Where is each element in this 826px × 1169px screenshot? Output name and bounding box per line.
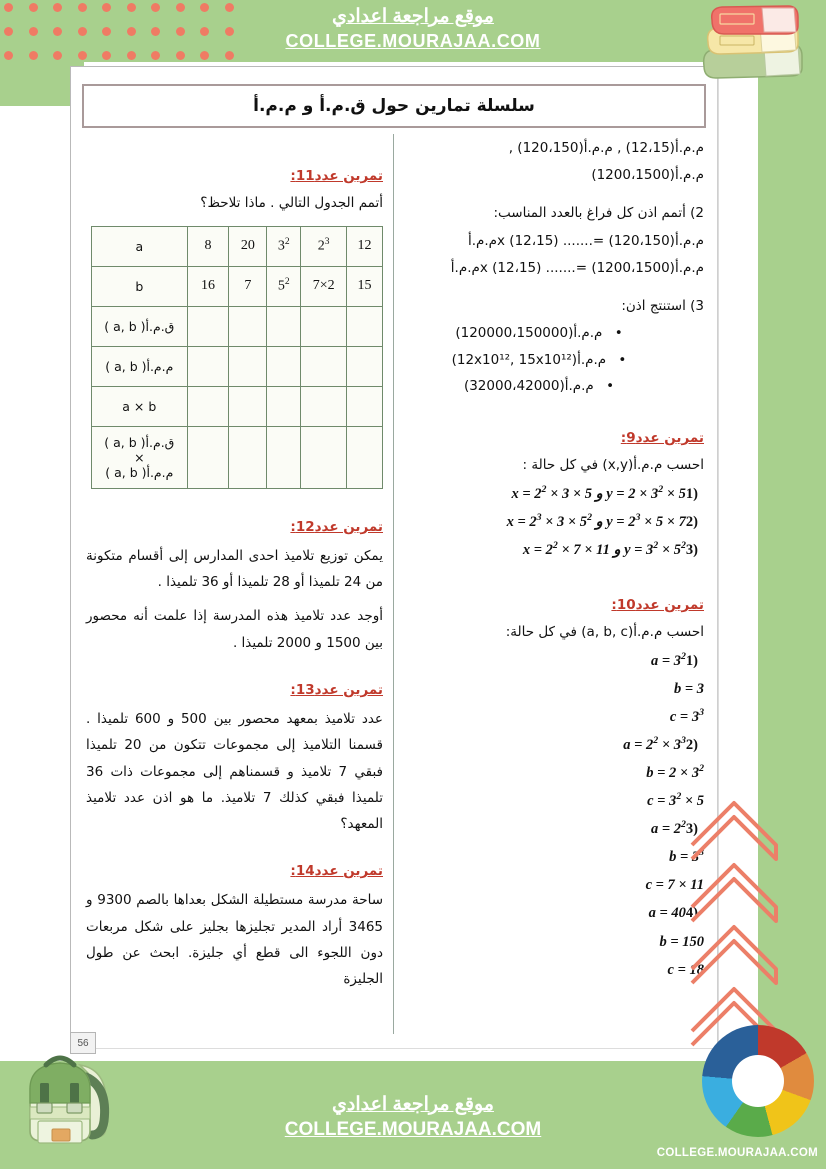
table-cell-r1-c6: a <box>92 226 188 266</box>
exercise-10-group-2-line-2 <box>404 760 704 786</box>
exercise-10-group-2-line-1-expression: $a = 2^2 \times 3^3$ <box>623 735 686 753</box>
table-row <box>92 386 383 426</box>
exercise-10-group-1-line-2-expression: b = 3 <box>673 680 704 697</box>
table-cell-r3-c6: ق.م.أ( a, b ) <box>92 306 188 346</box>
exercise-12-title: تمرين عدد12: <box>290 518 383 535</box>
exercise-10-group-3-line-1 <box>404 816 704 842</box>
table-cell-r6-c6: ق.م.أ( a, b ) × م.م.أ( a, b ) <box>92 426 188 488</box>
exercise-9-item-3-expression: $x = 2^2 \times 7 \times 11$ و $y = 3^2 \times 5^2$ <box>522 540 686 558</box>
exercise-9-item-3-number: 3) <box>685 541 698 558</box>
table-row <box>92 306 383 346</box>
exercise-9-item-3 <box>404 537 704 563</box>
exercise-11-title: تمرين عدد11: <box>290 168 383 184</box>
step2-line-2: م.م.أ(1200،1500) =....... x (12،15)م.م.أ <box>450 259 704 276</box>
table-cell-r1-c2[interactable]: $2^3$ <box>301 226 347 266</box>
exercise-10-group-4-line-1 <box>404 900 704 926</box>
exercise-10-groups <box>404 648 704 983</box>
page-number-badge: 56 <box>70 1032 96 1054</box>
table-cell-r6-c2[interactable] <box>301 426 347 488</box>
exercise-10-group-4-line-1-expression: a = 40 <box>648 905 686 922</box>
exercise-10-group-3-line-1-expression: $a = 2^2$ <box>650 819 686 838</box>
education-wheel-logo <box>702 1025 814 1137</box>
table-cell-r2-c5[interactable]: 16 <box>187 266 229 306</box>
step3-bullet-3-text: م.م.أ(32000،42000) <box>463 378 594 395</box>
step3-bullet-1-text: م.م.أ(120000،150000) <box>455 325 603 342</box>
table-cell-r6-c3[interactable] <box>267 426 301 488</box>
footer-banner <box>0 1092 826 1143</box>
step3-bullet-2-text: م.م.أ(12x10¹², 15x10¹²) <box>451 351 607 368</box>
exercise-10-group-2-line-1 <box>404 732 704 758</box>
exercise-11-table[interactable] <box>91 226 383 489</box>
bullet-dot-icon: • <box>614 325 623 342</box>
table-cell-r5-c5[interactable] <box>187 386 229 426</box>
exercise-10-group-2-number: 2) <box>685 736 698 753</box>
exercise-10-group-2-line-3 <box>404 788 704 814</box>
books-stack-icon <box>694 4 814 82</box>
exercise-10-group-3-number: 3) <box>685 821 698 838</box>
header-site-name-arabic: موقع مراجعة اعدادي <box>332 6 494 27</box>
continued-line-1: م.م.أ(12،15) , م.م.أ(120،150) , <box>508 140 704 156</box>
exercise-9-prompt: احسب م.م.أ(x,y) في كل حالة : <box>522 457 704 474</box>
exercise-10-group-4-number: 4) <box>685 905 698 922</box>
step3-bullet-3 <box>404 374 704 400</box>
bullet-dot-icon: • <box>618 351 627 368</box>
exercise-9-title: تمرين عدد9: <box>620 430 704 447</box>
exercise-10-group-4-line-2 <box>404 929 704 955</box>
exercise-10-group-3-line-2-expression: $b = 3^3$ <box>669 847 704 866</box>
exercise-13-title: تمرين عدد13: <box>290 681 383 698</box>
step2-label: 2) أتمم اذن كل فراغ بالعدد المناسب: <box>493 204 704 221</box>
continued-line-2: م.م.أ(1200،1500) <box>591 166 704 183</box>
exercise-10-group-4-line-3-expression: c = 18 <box>667 961 704 978</box>
table-cell-r5-c3[interactable] <box>267 386 301 426</box>
header-site-url[interactable]: COLLEGE.MOURAJAA.COM <box>285 30 541 51</box>
exercise-9-item-2-expression: $x = 2^3 \times 3 \times 5^2$ و $y = 2^3 \times 5 \times 7$ <box>506 511 686 530</box>
table-cell-r2-c3[interactable]: $5^2$ <box>267 266 301 306</box>
exercise-10-group-1-line-1 <box>404 648 704 674</box>
exercise-10-group-2-line-2-expression: $b = 2 \times 3^2$ <box>646 763 704 781</box>
table-cell-r2-c2[interactable]: 2×7 <box>301 266 347 306</box>
right-column <box>394 134 712 1034</box>
exercise-9-item-1-number: 1) <box>685 485 698 502</box>
table-row <box>92 226 383 266</box>
table-cell-r4-c6: م.م.أ( a, b ) <box>92 346 188 386</box>
table-cell-r5-c2[interactable] <box>301 386 347 426</box>
table-cell-r4-c1[interactable] <box>347 346 383 386</box>
table-cell-r6-c1[interactable] <box>347 426 383 488</box>
exercise-9-item-2-number: 2) <box>685 513 698 530</box>
table-cell-r3-c2[interactable] <box>301 306 347 346</box>
table-cell-r3-c3[interactable] <box>267 306 301 346</box>
exercise-10-group-2-line-3-expression: $c = 3^2 \times 5$ <box>647 791 704 810</box>
exercise-10-group-1-line-3-expression: $c = 3^3$ <box>669 706 704 725</box>
table-cell-r5-c6: a × b <box>92 386 188 426</box>
table-row <box>92 346 383 386</box>
table-cell-r1-c5[interactable]: 8 <box>187 226 229 266</box>
exercise-14-title: تمرين عدد14: <box>290 863 383 880</box>
exercise-10-group-1-line-2 <box>404 676 704 702</box>
page-title: سلسلة تمارين حول ق.م.أ و م.م.أ <box>253 96 535 116</box>
table-cell-r4-c5[interactable] <box>187 346 229 386</box>
exercise-10-title: تمرين عدد10: <box>611 596 704 613</box>
exercise-10-group-3-line-3-expression: c = 7 × 11 <box>645 877 704 894</box>
table-cell-r2-c6: b <box>92 266 188 306</box>
step3-bullet-1 <box>404 321 704 347</box>
exercise-10-group-1-line-3 <box>404 704 704 730</box>
table-cell-r4-c4[interactable] <box>229 346 267 386</box>
exercise-10-prompt: احسب م.م.أ(a, b, c) في كل حالة: <box>505 623 704 640</box>
exercise-9-item-2 <box>404 509 704 535</box>
table-cell-r3-c4[interactable] <box>229 306 267 346</box>
exercise-10-group-4-line-3 <box>404 957 704 983</box>
table-cell-r6-c4[interactable] <box>229 426 267 488</box>
table-cell-r1-c1[interactable]: 12 <box>347 226 383 266</box>
exercise-10-group-1-number: 1) <box>685 652 698 669</box>
bullet-dot-icon: • <box>606 378 615 395</box>
table-cell-r6-c5[interactable] <box>187 426 229 488</box>
table-cell-r4-c3[interactable] <box>267 346 301 386</box>
step3-bullet-2 <box>404 348 704 374</box>
exercise-9-item-1 <box>404 481 704 507</box>
footer-site-name-arabic: موقع مراجعة اعدادي <box>332 1093 494 1115</box>
table-cell-r3-c1[interactable] <box>347 306 383 346</box>
exercise-10-group-4-line-2-expression: b = 150 <box>659 933 704 950</box>
exercise-9-item-1-expression: $x = 2^2 \times 3 \times 5$ و $y = 2 \times 3^2 \times 5$ <box>511 483 686 502</box>
table-row <box>92 266 383 306</box>
table-cell-r1-c4[interactable]: 20 <box>229 226 267 266</box>
table-row <box>92 426 383 488</box>
table-cell-r3-c5[interactable] <box>187 306 229 346</box>
exercise-10-group-3-line-2 <box>404 844 704 870</box>
step2-line-1: م.م.أ(120،150) =....... x (12،15)م.م.أ <box>467 232 704 249</box>
footer-site-url[interactable]: COLLEGE.MOURAJAA.COM <box>284 1119 542 1141</box>
table-cell-r2-c4[interactable]: 7 <box>229 266 267 306</box>
table-cell-r5-c4[interactable] <box>229 386 267 426</box>
exercise-12-paragraph-2: أوجد عدد تلاميذ هذه المدرسة إذا علمت أنه محصور بين 1500 و 2000 تلميذا . <box>86 608 383 651</box>
exercise-10-group-1-line-1-expression: $a = 3^2$ <box>650 650 686 669</box>
worksheet-columns <box>78 134 712 1034</box>
table-cell-r2-c1[interactable]: 15 <box>347 266 383 306</box>
exercise-11-prompt: أتمم الجدول التالي . ماذا تلاحظ؟ <box>200 195 383 211</box>
exercise-10-group-3-line-3 <box>404 872 704 898</box>
exercise-9-items <box>404 481 704 563</box>
table-cell-r1-c3[interactable]: $3^2$ <box>267 226 301 266</box>
step3-label: 3) استنتج اذن: <box>621 297 704 314</box>
backpack-icon <box>8 1043 120 1151</box>
worksheet-title-box <box>82 84 706 128</box>
left-column <box>78 134 394 1034</box>
exercise-14-paragraph-1: ساحة مدرسة مستطيلة الشكل بعداها بالصم 9300 و 3465 أراد المدير تجليزها بجليز على شكل مربعات دون اللجوء الى قطع أي جليزة. ابحث عن طول الجليزة <box>86 892 384 988</box>
exercise-13-paragraph-1: عدد تلاميذ بمعهد محصور بين 500 و 600 تلميذا . قسمنا التلاميذ إلى مجموعات تتكون من 20 تلميذا فبقي 7 تلاميذ و قسمناهم إلى مجموعات ذات 36 تلميذا فبقي كذلك 7 تلاميذ. ما هو اذن عدد تلاميذ المعهد؟ <box>86 710 383 833</box>
table-cell-r4-c2[interactable] <box>301 346 347 386</box>
logo-site-url: COLLEGE.MOURAJAA.COM <box>656 1147 818 1159</box>
exercise-12-paragraph-1: يمكن توزيع تلاميذ احدى المدارس إلى أقسام متكونة من 24 تلميذا أو 28 تلميذا أو 36 تلميذا . <box>86 547 383 590</box>
table-cell-r5-c1[interactable] <box>347 386 383 426</box>
